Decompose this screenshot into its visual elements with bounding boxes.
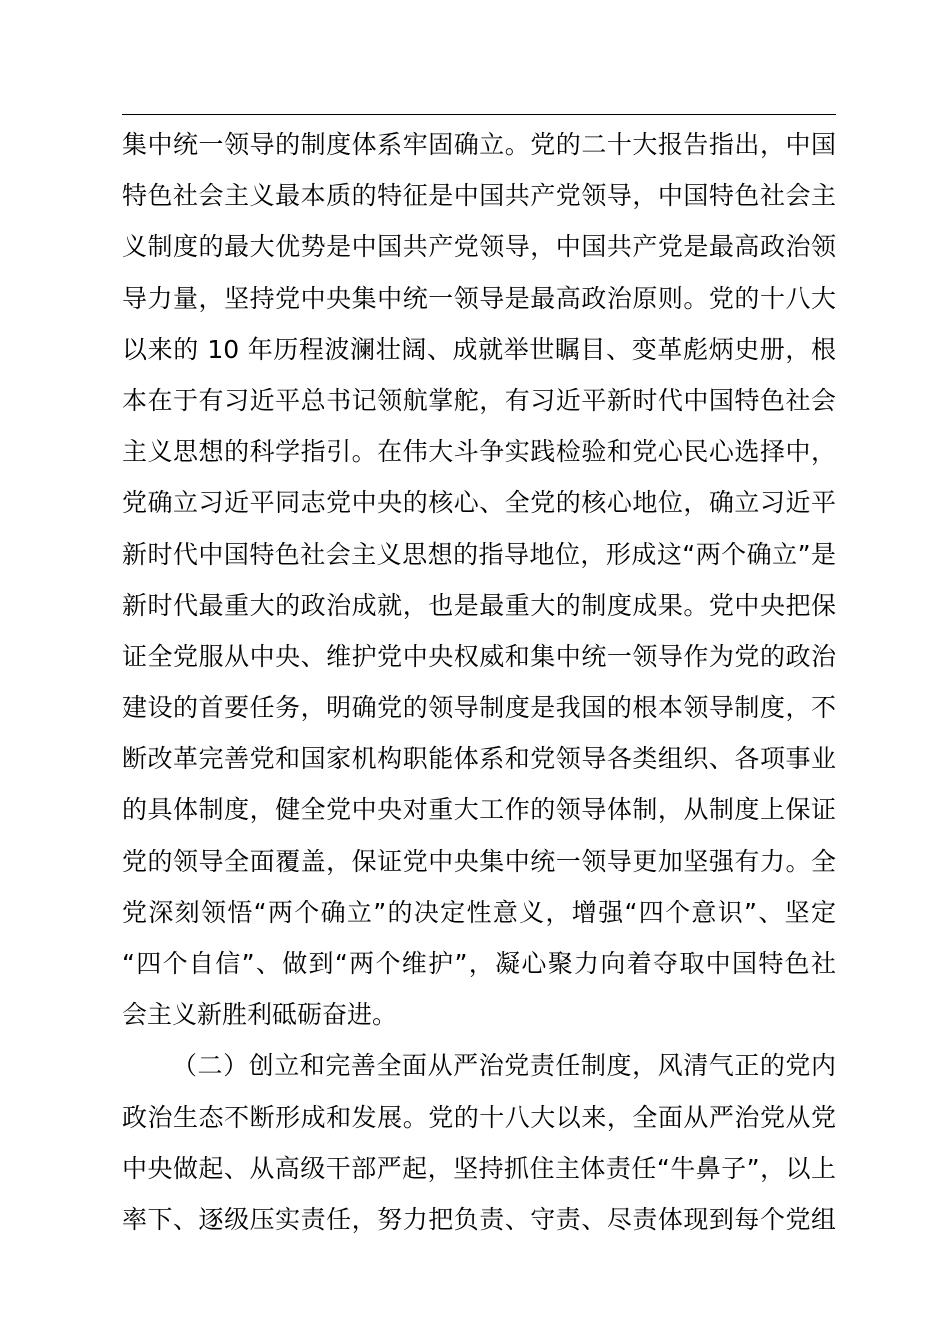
text-line [122, 586, 836, 637]
text-line [122, 176, 836, 227]
text-line-content: 党的领导全面覆盖，保证党中央集中统一领导更加坚强有力。全 [122, 846, 836, 876]
text-line [122, 637, 836, 688]
text-line-content: 主义思想的科学指引。在伟大斗争实践检验和党心民心选择中， [122, 437, 836, 467]
text-line-content: 本在于有习近平总书记领航掌舵，有习近平新时代中国特色社会 [122, 385, 836, 415]
text-line-content: 建设的首要任务，明确党的领导制度是我国的根本领导制度，不 [122, 693, 836, 723]
text-line-content: 导力量，坚持党中央集中统一领导是最高政治原则。党的十八大 [122, 283, 836, 313]
text-line [122, 432, 836, 483]
text-line-content: 断改革完善党和国家机构职能体系和党领导各类组织、各项事业 [122, 744, 836, 774]
text-line-content: 党确立习近平同志党中央的核心、全党的核心地位，确立习近平 [122, 488, 836, 518]
text-line-content: 集中统一领导的制度体系牢固确立。党的二十大报告指出，中国 [122, 130, 836, 159]
text-line [122, 1149, 836, 1200]
text-line [122, 688, 836, 739]
text-line-content: 特色社会主义最本质的特征是中国共产党领导，中国特色社会主 [122, 181, 836, 211]
text-line [122, 893, 836, 944]
text-line-content: 党深刻领悟“两个确立”的决定性意义，增强“四个意识”、坚定 [122, 897, 836, 927]
text-line [122, 330, 836, 381]
text-line [122, 842, 836, 893]
text-line-content: 的具体制度，健全党中央对重大工作的领导体制，从制度上保证 [122, 795, 836, 825]
body-text [122, 125, 836, 1251]
text-line [122, 483, 836, 534]
text-line [122, 535, 836, 586]
text-line [122, 739, 836, 790]
text-line [122, 1200, 836, 1251]
section-heading-text: （二）创立和完善全面从严治党责任制度，风清气正的党内 [172, 1051, 836, 1081]
text-line [122, 1098, 836, 1149]
text-line-content: 会主义新胜利砥砺奋进。 [122, 1000, 398, 1030]
text-line [122, 944, 836, 995]
text-line-content: “四个自信”、做到“两个维护”，凝心聚力向着夺取中国特色社 [122, 949, 836, 978]
text-line [122, 279, 836, 330]
text-line [122, 995, 836, 1046]
header-rule [122, 114, 836, 115]
text-line-content: 新时代最重大的政治成就，也是最重大的制度成果。党中央把保 [122, 590, 836, 620]
text-line-content: 以来的 10 年历程波澜壮阔、成就举世瞩目、变革彪炳史册，根 [122, 334, 836, 364]
text-line-content: 中央做起、从高级干部严起，坚持抓住主体责任“牛鼻子”，以上 [122, 1153, 836, 1183]
text-line-content: 证全党服从中央、维护党中央权威和集中统一领导作为党的政治 [122, 641, 836, 671]
text-line-content: 义制度的最大优势是中国共产党领导，中国共产党是最高政治领 [122, 232, 836, 262]
text-line [122, 790, 836, 841]
text-line [122, 227, 836, 278]
text-line [122, 381, 836, 432]
text-line-content: 政治生态不断形成和发展。党的十八大以来，全面从严治党从党 [122, 1102, 836, 1132]
text-line-content: 率下、逐级压实责任，努力把负责、守责、尽责体现到每个党组 [122, 1204, 836, 1234]
text-line [122, 125, 836, 176]
text-line [122, 1046, 836, 1097]
text-line-content: 新时代中国特色社会主义思想的指导地位，形成这“两个确立”是 [122, 539, 836, 569]
